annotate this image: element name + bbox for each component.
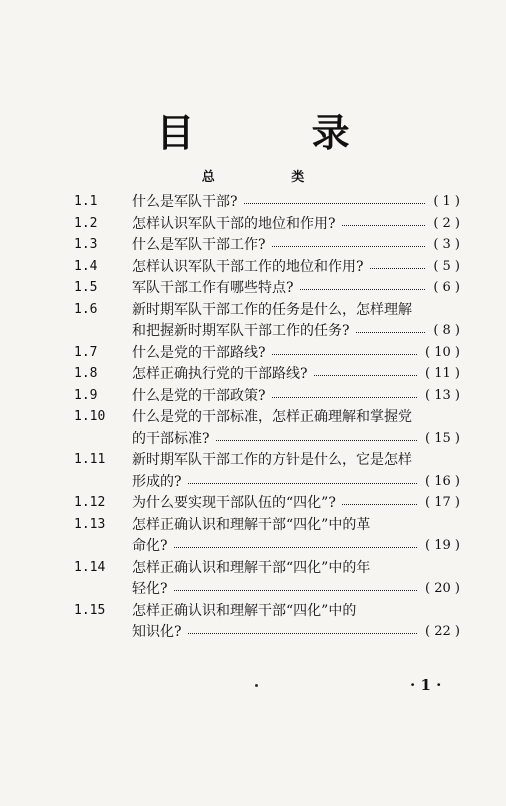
entry-page-ref: ( 5 ) bbox=[433, 258, 460, 274]
entry-number: 1.11 bbox=[74, 452, 106, 467]
toc-entry-line bbox=[0, 235, 506, 255]
entry-number: 1.4 bbox=[74, 258, 98, 274]
entry-page-ref: ( 1 ) bbox=[433, 194, 460, 209]
entry-title: 怎样正确认识和理解干部“四化”中的年 bbox=[132, 559, 371, 576]
toc-entry-line bbox=[0, 407, 506, 427]
entry-number: 1.12 bbox=[74, 495, 106, 510]
toc-entry-line bbox=[0, 579, 506, 599]
toc-entry-line bbox=[0, 343, 506, 363]
dot-leader bbox=[314, 375, 417, 376]
dot-leader bbox=[216, 440, 417, 441]
entry-number: 1.10 bbox=[74, 409, 106, 424]
toc-entry-line bbox=[0, 278, 506, 298]
entry-page-ref: ( 20 ) bbox=[425, 581, 460, 596]
toc-entry-line bbox=[0, 536, 506, 556]
print-speck bbox=[255, 684, 258, 687]
entry-number: 1.14 bbox=[74, 559, 106, 575]
toc-entry-line bbox=[0, 192, 506, 212]
toc-entry-line bbox=[0, 558, 506, 578]
toc-entry-line bbox=[0, 601, 506, 621]
toc-entry-line bbox=[0, 515, 506, 535]
section-heading: 总 类 bbox=[201, 170, 341, 185]
dot-leader bbox=[342, 225, 425, 226]
entry-page-ref: ( 22 ) bbox=[425, 624, 460, 639]
entry-title: 怎样认识军队干部工作的地位和作用? bbox=[132, 258, 364, 275]
entry-title: 新时期军队干部工作的方针是什么，它是怎样 bbox=[132, 452, 412, 468]
entry-title: 什么是党的干部路线? bbox=[132, 344, 266, 361]
entry-number: 1.1 bbox=[74, 194, 98, 209]
toc-entry-line bbox=[0, 214, 506, 234]
entry-page-ref: ( 17 ) bbox=[425, 495, 460, 510]
toc-entry-line bbox=[0, 429, 506, 449]
entry-number: 1.13 bbox=[74, 516, 106, 532]
entry-title: 怎样认识军队干部的地位和作用? bbox=[132, 215, 336, 232]
dot-leader bbox=[188, 483, 417, 484]
entry-page-ref: ( 3 ) bbox=[433, 237, 460, 252]
dot-leader bbox=[272, 354, 417, 355]
entry-number: 1.9 bbox=[74, 387, 98, 403]
entry-page-ref: ( 8 ) bbox=[433, 323, 460, 338]
toc-entry-line bbox=[0, 364, 506, 384]
dot-leader bbox=[370, 268, 425, 269]
dot-leader bbox=[300, 289, 425, 290]
entry-page-ref: ( 11 ) bbox=[425, 366, 460, 381]
entry-title: 怎样正确认识和理解干部“四化”中的革 bbox=[132, 516, 371, 533]
entry-number: 1.8 bbox=[74, 366, 98, 381]
toc-entry-line bbox=[0, 321, 506, 341]
entry-title: 怎样正确执行党的干部路线? bbox=[132, 366, 308, 382]
entry-number: 1.5 bbox=[74, 280, 98, 295]
entry-title: 军队干部工作有哪些特点? bbox=[132, 280, 294, 296]
entry-page-ref: ( 10 ) bbox=[425, 344, 460, 360]
entry-title: 什么是党的干部政策? bbox=[132, 387, 266, 404]
entry-page-ref: ( 2 ) bbox=[433, 215, 460, 231]
entry-page-ref: ( 19 ) bbox=[425, 538, 460, 553]
entry-title: 什么是军队干部工作? bbox=[132, 237, 266, 253]
toc-entry-line bbox=[0, 257, 506, 277]
page-title: 目 录 bbox=[156, 110, 402, 155]
toc-entry-line bbox=[0, 386, 506, 406]
entry-number: 1.15 bbox=[74, 602, 106, 618]
entry-page-ref: ( 6 ) bbox=[433, 280, 460, 295]
dot-leader bbox=[174, 547, 417, 548]
entry-number: 1.3 bbox=[74, 237, 98, 252]
toc-entry-line bbox=[0, 493, 506, 513]
entry-title: 怎样正确认识和理解干部“四化”中的 bbox=[132, 602, 357, 619]
dot-leader bbox=[188, 633, 417, 634]
entry-title: 的干部标准? bbox=[132, 430, 210, 447]
entry-title: 和把握新时期军队干部工作的任务? bbox=[132, 323, 350, 339]
entry-title: 新时期军队干部工作的任务是什么，怎样理解 bbox=[132, 301, 412, 318]
toc-entry-line bbox=[0, 622, 506, 642]
entry-title: 什么是党的干部标准，怎样正确理解和掌握党 bbox=[132, 409, 412, 425]
dot-leader bbox=[174, 590, 417, 591]
entry-number: 1.7 bbox=[74, 344, 98, 360]
dot-leader bbox=[244, 203, 425, 204]
entry-page-ref: ( 15 ) bbox=[425, 430, 460, 446]
toc-entry-line bbox=[0, 472, 506, 492]
toc-entry-line bbox=[0, 450, 506, 470]
entry-title: 命化? bbox=[132, 538, 168, 554]
entry-title: 轻化? bbox=[132, 581, 168, 597]
entry-title: 为什么要实现干部队伍的“四化”? bbox=[132, 495, 336, 511]
entry-number: 1.2 bbox=[74, 215, 98, 231]
toc-entry-line bbox=[0, 300, 506, 320]
entry-page-ref: ( 16 ) bbox=[425, 473, 460, 489]
entry-page-ref: ( 13 ) bbox=[425, 387, 460, 403]
dot-leader bbox=[342, 504, 417, 505]
dot-leader bbox=[356, 332, 425, 333]
entry-title: 什么是军队干部? bbox=[132, 194, 238, 210]
entry-number: 1.6 bbox=[74, 301, 98, 317]
dot-leader bbox=[272, 397, 417, 398]
entry-title: 形成的? bbox=[132, 473, 182, 490]
page-number: · 1 · bbox=[410, 676, 442, 694]
entry-title: 知识化? bbox=[132, 624, 182, 640]
dot-leader bbox=[272, 246, 425, 247]
